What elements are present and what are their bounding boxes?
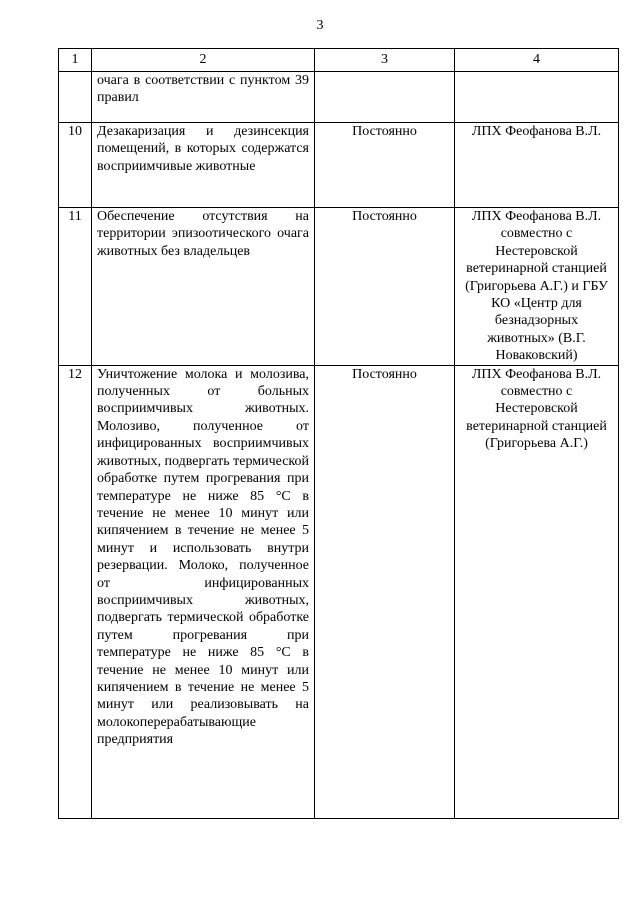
- header-col-2: 2: [92, 49, 315, 72]
- row-responsible: [455, 72, 619, 123]
- table-row: [59, 365, 619, 818]
- measures-table: [58, 48, 619, 819]
- row-number: 10: [59, 123, 92, 208]
- row-responsible: ЛПХ Феофанова В.Л. совместно с Нестеровской ветеринарной станцией (Григорьева А.Г.) и ГБУ КО «Центр для безнадзорных животных» (В.Г. Новаковский): [455, 208, 619, 366]
- table-row: [59, 72, 619, 123]
- header-col-3: 3: [315, 49, 455, 72]
- row-period: Постоянно: [315, 123, 455, 208]
- page-number: 3: [316, 18, 324, 33]
- row-number: 12: [59, 365, 92, 818]
- table-header-row: [59, 49, 619, 72]
- row-description: очага в соответствии с пунктом 39 правил: [92, 72, 315, 123]
- row-description: Уничтожение молока и молозива, полученных от больных восприимчивых животных. Молозиво, полученное от инфицированных восприимчивых животных, подвергать термической обработке путем прогревания при температуре не ниже 85 °С в течение не менее 10 минут или кипячением в течение не менее 5 минут и использовать внутри резервации. Молоко, полученное от инфицированных восприимчивых животных, подвергать термической обработке путем прогревания при температуре не ниже 85 °С в течение не менее 10 минут или кипячением в течение не менее 5 минут или реализовывать на молокоперерабатывающие предприятия: [92, 365, 315, 818]
- header-col-1: 1: [59, 49, 92, 72]
- row-period: Постоянно: [315, 365, 455, 818]
- row-description: Обеспечение отсутствия на территории эпизоотического очага животных без владельцев: [92, 208, 315, 366]
- row-responsible: ЛПХ Феофанова В.Л. совместно с Нестеровской ветеринарной станцией (Григорьева А.Г.): [455, 365, 619, 818]
- row-number: 11: [59, 208, 92, 366]
- row-responsible: ЛПХ Феофанова В.Л.: [455, 123, 619, 208]
- table-row: [59, 123, 619, 208]
- row-period: Постоянно: [315, 208, 455, 366]
- row-period: [315, 72, 455, 123]
- table-row: [59, 208, 619, 366]
- header-col-4: 4: [455, 49, 619, 72]
- row-description: Дезакаризация и дезинсекция помещений, в которых содержатся восприимчивые животные: [92, 123, 315, 208]
- row-number: [59, 72, 92, 123]
